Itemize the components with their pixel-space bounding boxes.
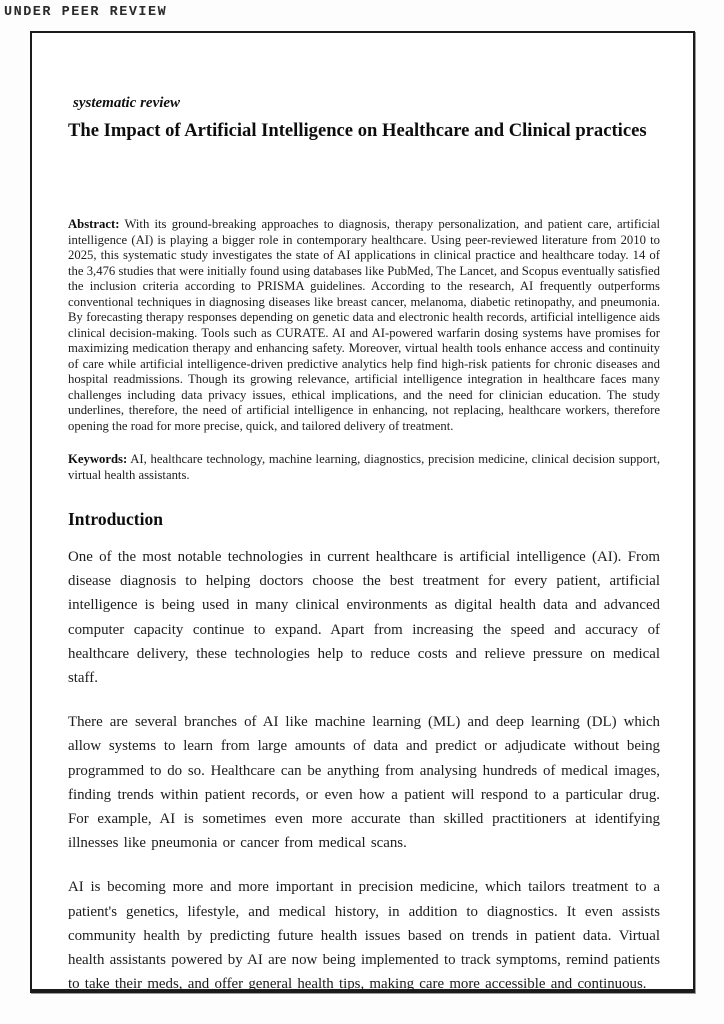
keywords-paragraph <box>68 452 660 483</box>
keywords-label: Keywords: <box>68 452 128 466</box>
introduction-paragraph-3: AI is becoming more and more important in precision medicine, which tailors treatment to a patient's genetics, lifestyle, and medical history, in addition to diagnostics. It even assists community health by predicting future health issues based on trends in patient data. Virtual health assistants powered by AI are now being implemented to track symptoms, remind patients to take their meds, and offer general health tips, making care more accessible and continuous. <box>68 879 660 993</box>
abstract-text: With its ground-breaking approaches to diagnosis, therapy personalization, and patient care, artificial intelligence (AI) is playing a bigger role in contemporary healthcare. Using peer-reviewed literature from 2010 to 2025, this systematic study investigates the state of AI applications in clinical practice and healthcare today. 14 of the 3,476 studies that were initially found using databases like PubMed, The Lancet, and Scopus eventually satisfied the inclusion criteria according to PRISMA guidelines. According to the research, AI frequently outperforms conventional techniques in diagnosing diseases like breast cancer, melanoma, diabetic retinopathy, and pneumonia. By forecasting therapy responses depending on genetic data and electronic health records, artificial intelligence aids clinical decision-making. Tools such as CURATE. AI and AI-powered warfarin dosing systems have promises for maximizing medication therapy and enhancing safety. Moreover, virtual health tools enhance access and continuity of care while artificial intelligence-driven predictive analytics help find high-risk patients for chronic diseases and hospital readmissions. Though its growing relevance, artificial intelligence integration in healthcare faces many challenges including data privacy issues, ethical implications, and the need for clinician education. The study underlines, therefore, the need of artificial intelligence in enhancing, not replacing, healthcare workers, therefore opening the road for more precise, quick, and tailored delivery of treatment. <box>68 217 660 433</box>
abstract-paragraph <box>68 217 660 434</box>
manuscript-content <box>32 95 693 996</box>
keywords-text: AI, healthcare technology, machine learning, diagnostics, precision medicine, clinical decision support, virtual health assistants. <box>68 452 660 482</box>
article-type-label: systematic review <box>73 95 181 111</box>
introduction-paragraph-1: One of the most notable technologies in current healthcare is artificial intelligence (AI). From disease diagnosis to helping doctors choose the best treatment for every patient, artificial intelligence is being used in many clinical environments as digital health data and advanced computer capacity continue to expand. Apart from increasing the speed and accuracy of healthcare delivery, these technologies help to reduce costs and relieve pressure on medical staff. <box>68 549 660 687</box>
section-heading-introduction: Introduction <box>68 509 163 529</box>
manuscript-page <box>30 31 695 993</box>
introduction-paragraph-2: There are several branches of AI like machine learning (ML) and deep learning (DL) which allow systems to learn from large amounts of data and predict or adjudicate without being programmed to do so. Healthcare can be anything from analysing hundreds of medical images, finding trends within patient records, or even how a patient will respond to a particular drug. For example, AI is sometimes even more accurate than skilled practitioners at identifying illnesses like pneumonia or cancer from medical scans. <box>68 714 660 852</box>
paper-title: The Impact of Artificial Intelligence on Healthcare and Clinical practices <box>68 120 647 141</box>
abstract-label: Abstract: <box>68 217 120 231</box>
peer-review-status-banner: UNDER PEER REVIEW <box>4 5 168 20</box>
